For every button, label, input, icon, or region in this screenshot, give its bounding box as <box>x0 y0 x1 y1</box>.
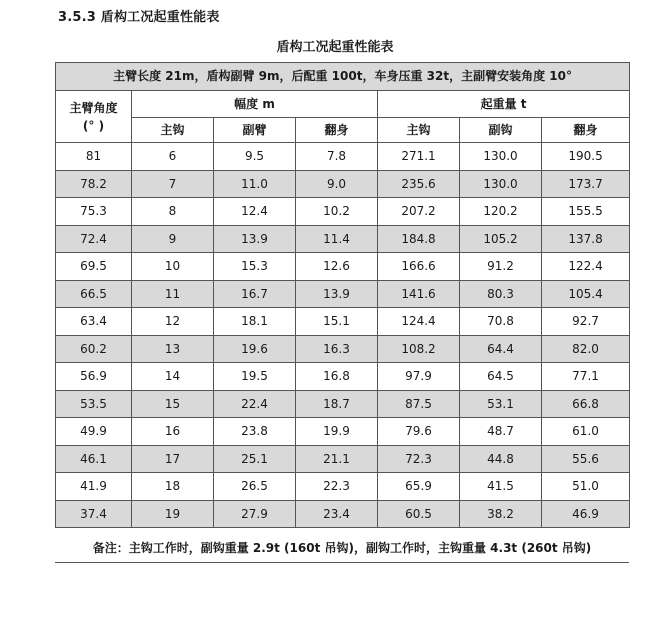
table-cell: 16.8 <box>296 363 378 391</box>
table-cell: 81 <box>56 143 132 171</box>
table-row <box>56 390 630 418</box>
table-cell: 122.4 <box>542 253 630 281</box>
table-cell: 9 <box>132 225 214 253</box>
table-cell: 46.9 <box>542 500 630 528</box>
table-cell: 12 <box>132 308 214 336</box>
table-cell: 22.3 <box>296 473 378 501</box>
table-cell: 13.9 <box>296 280 378 308</box>
table-cell: 91.2 <box>460 253 542 281</box>
table-row <box>56 335 630 363</box>
table-cell: 8 <box>132 198 214 226</box>
table-cell: 22.4 <box>214 390 296 418</box>
column-header: 副臂 <box>214 118 296 143</box>
table-cell: 79.6 <box>378 418 460 446</box>
lifting-performance-table <box>55 62 630 528</box>
table-cell: 37.4 <box>56 500 132 528</box>
config-banner: 主臂长度 21m，盾构副臂 9m，后配重 100t，车身压重 32t，主副臂安装角度 10° <box>56 63 630 91</box>
table-cell: 16 <box>132 418 214 446</box>
table-cell: 23.4 <box>296 500 378 528</box>
table-cell: 55.6 <box>542 445 630 473</box>
table-cell: 13 <box>132 335 214 363</box>
table-cell: 19.5 <box>214 363 296 391</box>
table-cell: 48.7 <box>460 418 542 446</box>
table-cell: 11.4 <box>296 225 378 253</box>
table-cell: 166.6 <box>378 253 460 281</box>
table-cell: 17 <box>132 445 214 473</box>
table-cell: 23.8 <box>214 418 296 446</box>
table-cell: 66.5 <box>56 280 132 308</box>
table-cell: 155.5 <box>542 198 630 226</box>
table-row <box>56 225 630 253</box>
table-cell: 16.7 <box>214 280 296 308</box>
table-cell: 56.9 <box>56 363 132 391</box>
table-cell: 21.1 <box>296 445 378 473</box>
table-row <box>56 198 630 226</box>
table-cell: 49.9 <box>56 418 132 446</box>
table-cell: 10 <box>132 253 214 281</box>
table-cell: 25.1 <box>214 445 296 473</box>
table-cell: 64.5 <box>460 363 542 391</box>
table-cell: 120.2 <box>460 198 542 226</box>
table-row <box>56 253 630 281</box>
table-cell: 15 <box>132 390 214 418</box>
table-cell: 124.4 <box>378 308 460 336</box>
table-row <box>56 280 630 308</box>
table-cell: 78.2 <box>56 170 132 198</box>
boom-angle-header <box>56 91 132 143</box>
table-cell: 130.0 <box>460 143 542 171</box>
table-cell: 44.8 <box>460 445 542 473</box>
table-cell: 15.1 <box>296 308 378 336</box>
table-cell: 70.8 <box>460 308 542 336</box>
column-header: 主钩 <box>378 118 460 143</box>
table-cell: 82.0 <box>542 335 630 363</box>
table-cell: 41.9 <box>56 473 132 501</box>
table-cell: 9.5 <box>214 143 296 171</box>
table-cell: 46.1 <box>56 445 132 473</box>
boom-angle-unit: (° ) <box>82 118 105 133</box>
section-heading: 3.5.3 盾构工况起重性能表 <box>58 10 220 25</box>
table-cell: 72.4 <box>56 225 132 253</box>
table-cell: 19.9 <box>296 418 378 446</box>
table-cell: 77.1 <box>542 363 630 391</box>
table-cell: 41.5 <box>460 473 542 501</box>
table-cell: 184.8 <box>378 225 460 253</box>
table-cell: 92.7 <box>542 308 630 336</box>
table-cell: 18.7 <box>296 390 378 418</box>
table-cell: 137.8 <box>542 225 630 253</box>
table-title: 盾构工况起重性能表 <box>276 40 394 55</box>
table-cell: 60.5 <box>378 500 460 528</box>
table-cell: 75.3 <box>56 198 132 226</box>
column-header: 翻身 <box>296 118 378 143</box>
table-body <box>56 143 630 528</box>
table-cell: 69.5 <box>56 253 132 281</box>
table-cell: 9.0 <box>296 170 378 198</box>
table-cell: 26.5 <box>214 473 296 501</box>
column-header: 副钩 <box>460 118 542 143</box>
table-cell: 80.3 <box>460 280 542 308</box>
table-cell: 13.9 <box>214 225 296 253</box>
table-cell: 271.1 <box>378 143 460 171</box>
table-cell: 235.6 <box>378 170 460 198</box>
table-cell: 64.4 <box>460 335 542 363</box>
table-cell: 12.6 <box>296 253 378 281</box>
table-note: 备注：主钩工作时，副钩重量 2.9t (160t 吊钩)，副钩工作时，主钩重量 4.3t (260t 吊钩) <box>55 534 629 563</box>
table-cell: 53.5 <box>56 390 132 418</box>
table-cell: 65.9 <box>378 473 460 501</box>
table-cell: 7.8 <box>296 143 378 171</box>
radius-group-header: 幅度 m <box>132 91 378 118</box>
table-cell: 53.1 <box>460 390 542 418</box>
table-row <box>56 500 630 528</box>
table-cell: 141.6 <box>378 280 460 308</box>
table-row <box>56 363 630 391</box>
table-cell: 72.3 <box>378 445 460 473</box>
boom-angle-label: 主臂角度 <box>69 100 118 115</box>
table-cell: 14 <box>132 363 214 391</box>
table-cell: 12.4 <box>214 198 296 226</box>
table-cell: 130.0 <box>460 170 542 198</box>
table-cell: 66.8 <box>542 390 630 418</box>
table-cell: 27.9 <box>214 500 296 528</box>
table-cell: 105.2 <box>460 225 542 253</box>
table-cell: 173.7 <box>542 170 630 198</box>
table-cell: 7 <box>132 170 214 198</box>
table-cell: 11 <box>132 280 214 308</box>
table-cell: 11.0 <box>214 170 296 198</box>
table-cell: 61.0 <box>542 418 630 446</box>
table-cell: 16.3 <box>296 335 378 363</box>
table-row <box>56 418 630 446</box>
table-row <box>56 445 630 473</box>
table-row <box>56 143 630 171</box>
column-header: 主钩 <box>132 118 214 143</box>
table-row <box>56 308 630 336</box>
table-cell: 63.4 <box>56 308 132 336</box>
table-cell: 60.2 <box>56 335 132 363</box>
table-cell: 19 <box>132 500 214 528</box>
table-cell: 97.9 <box>378 363 460 391</box>
table-row <box>56 170 630 198</box>
table-cell: 18 <box>132 473 214 501</box>
table-cell: 6 <box>132 143 214 171</box>
table-cell: 18.1 <box>214 308 296 336</box>
table-cell: 19.6 <box>214 335 296 363</box>
table-cell: 51.0 <box>542 473 630 501</box>
table-cell: 15.3 <box>214 253 296 281</box>
table-cell: 190.5 <box>542 143 630 171</box>
table-row <box>56 473 630 501</box>
load-group-header: 起重量 t <box>378 91 630 118</box>
table-cell: 207.2 <box>378 198 460 226</box>
table-cell: 108.2 <box>378 335 460 363</box>
column-header: 翻身 <box>542 118 630 143</box>
table-cell: 105.4 <box>542 280 630 308</box>
table-cell: 10.2 <box>296 198 378 226</box>
table-cell: 87.5 <box>378 390 460 418</box>
table-cell: 38.2 <box>460 500 542 528</box>
